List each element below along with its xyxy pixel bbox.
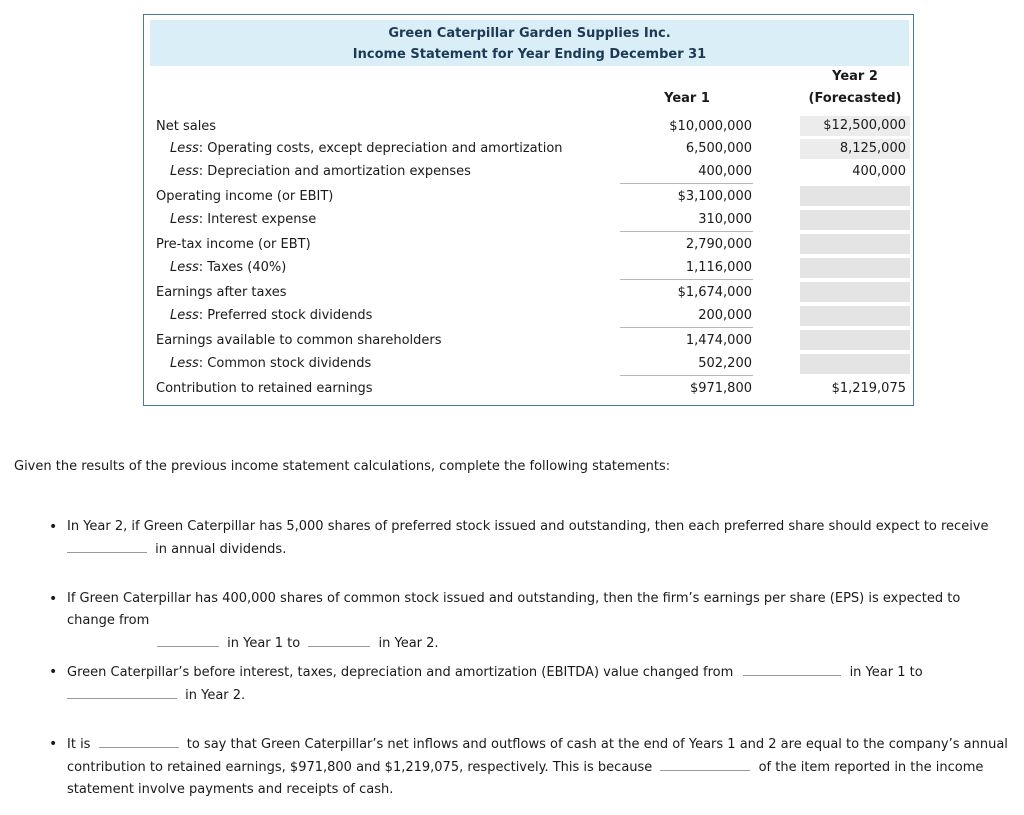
- year1-taxes: 1,116,000: [685, 260, 752, 275]
- year2-preferred-dividends-input[interactable]: [800, 306, 910, 326]
- statement-title: Income Statement for Year Ending December 31: [352, 47, 707, 62]
- year2-ebt-input[interactable]: [800, 234, 910, 254]
- year1-common-dividends: 502,200: [698, 356, 752, 371]
- statement-header: [150, 20, 909, 66]
- ebitda-year2-dropdown[interactable]: [67, 684, 177, 699]
- year2-taxes-input[interactable]: [800, 258, 910, 278]
- eps-year1-dropdown[interactable]: [157, 632, 219, 647]
- year1-retained-earnings: $971,800: [689, 381, 752, 396]
- year2-depreciation: 400,000: [852, 164, 906, 179]
- row-label-depreciation: Less: Depreciation and amortization expenses: [170, 164, 471, 179]
- year2-earnings-common-input[interactable]: [800, 330, 910, 350]
- row-label-earnings-after-taxes: Earnings after taxes: [156, 285, 287, 300]
- row-label-taxes: Less: Taxes (40%): [170, 260, 287, 275]
- subtotal-rule: [620, 231, 753, 232]
- year2-earnings-after-taxes-input[interactable]: [800, 282, 910, 302]
- row-label-operating-costs: Less: Operating costs, except depreciation and amortization: [170, 141, 563, 156]
- year1-preferred-dividends: 200,000: [698, 308, 752, 323]
- ebitda-year1-dropdown[interactable]: [743, 661, 841, 676]
- row-label-common-dividends: Less: Common stock dividends: [170, 356, 372, 371]
- year2-common-dividends-input[interactable]: [800, 354, 910, 374]
- year1-earnings-after-taxes: $1,674,000: [677, 285, 752, 300]
- company-name: Green Caterpillar Garden Supplies Inc.: [388, 26, 671, 41]
- year2-retained-earnings: $1,219,075: [831, 381, 906, 396]
- column-header-year2: Year 2: [832, 69, 878, 84]
- subtotal-rule: [620, 375, 753, 376]
- year2-interest-input[interactable]: [800, 210, 910, 230]
- column-header-year2-sub: (Forecasted): [808, 91, 902, 106]
- row-label-net-sales: Net sales: [156, 119, 217, 134]
- question-preferred-dividend: • In Year 2, if Green Caterpillar has 5,000 shares of preferred stock issued and outstanding, then each preferred share should expect to receive in annual dividends.: [67, 516, 1012, 561]
- instructions-text: Given the results of the previous income statement calculations, complete the following statements:: [14, 459, 671, 474]
- year1-earnings-common: 1,474,000: [685, 333, 752, 348]
- year2-operating-costs: 8,125,000: [800, 139, 910, 159]
- year1-operating-costs: 6,500,000: [685, 141, 752, 156]
- row-label-interest: Less: Interest expense: [170, 212, 317, 227]
- income-items-dropdown[interactable]: [660, 756, 750, 771]
- year1-ebt: 2,790,000: [685, 237, 752, 252]
- income-statement-table: [143, 14, 914, 406]
- question-eps-change: • If Green Caterpillar has 400,000 shares of common stock issued and outstanding, then the firm’s earnings per share (EPS) is expected to change from in Year 1 to in Year 2.: [67, 588, 1012, 655]
- row-label-ebt: Pre-tax income (or EBT): [156, 237, 311, 252]
- year2-ebit-input[interactable]: [800, 186, 910, 206]
- year1-net-sales: $10,000,000: [669, 119, 752, 134]
- year1-ebit: $3,100,000: [677, 189, 752, 204]
- subtotal-rule: [620, 279, 753, 280]
- subtotal-rule: [620, 183, 753, 184]
- question-ebitda-change: • Green Caterpillar’s before interest, taxes, depreciation and amortization (EBITDA) value changed from in Year 1 to in Year 2.: [67, 661, 1012, 707]
- year1-interest: 310,000: [698, 212, 752, 227]
- year1-depreciation: 400,000: [698, 164, 752, 179]
- row-label-ebit: Operating income (or EBIT): [156, 189, 334, 204]
- subtotal-rule: [620, 327, 753, 328]
- question-cash-flows: • It is to say that Green Caterpillar’s net inflows and outflows of cash at the end of Years 1 and 2 are equal to the company’s annual contribution to retained earnings, $971,800 and $1,219,075, respectively. This is because of the item reported in the income statement involve payments and receipts of cash.: [67, 733, 1012, 801]
- column-header-year1: Year 1: [664, 91, 710, 106]
- row-label-retained-earnings: Contribution to retained earnings: [156, 381, 373, 396]
- row-label-earnings-common: Earnings available to common shareholders: [156, 333, 442, 348]
- cash-flow-correctness-dropdown[interactable]: [99, 733, 179, 748]
- eps-year2-dropdown[interactable]: [308, 632, 370, 647]
- preferred-dividend-per-share-dropdown[interactable]: [67, 538, 147, 553]
- row-label-preferred-dividends: Less: Preferred stock dividends: [170, 308, 373, 323]
- year2-net-sales: $12,500,000: [800, 116, 910, 136]
